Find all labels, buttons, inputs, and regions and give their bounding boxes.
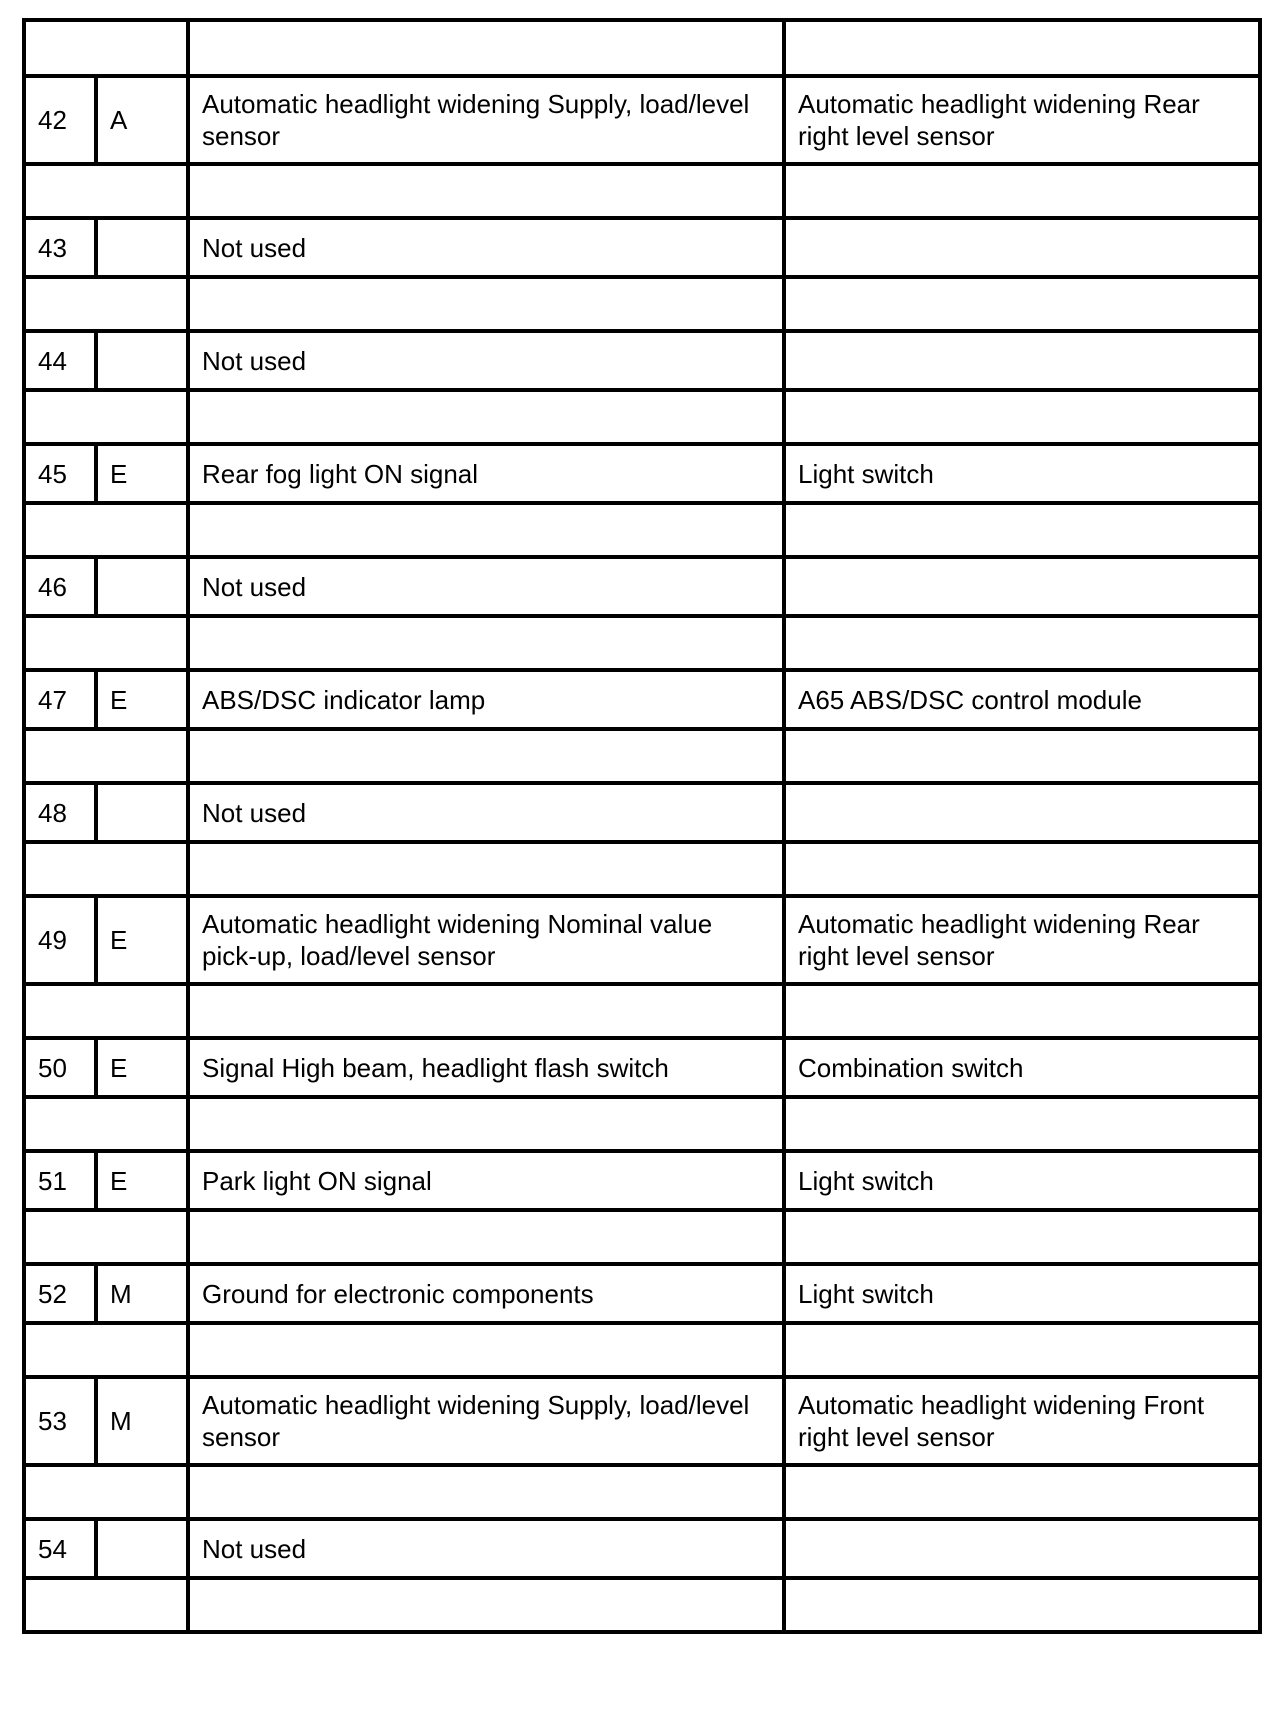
pin-cell: 51 (24, 1151, 96, 1210)
spacer-cell (784, 842, 1260, 896)
spacer-cell (24, 1323, 188, 1377)
table-row (24, 1038, 1260, 1097)
type-cell (96, 1519, 188, 1578)
spacer-cell (24, 984, 188, 1038)
spacer-cell (24, 277, 188, 331)
component-cell (784, 557, 1260, 616)
spacer-cell (24, 503, 188, 557)
table-spacer-row (24, 390, 1260, 444)
table-spacer-row (24, 1465, 1260, 1519)
table-spacer-row (24, 277, 1260, 331)
pin-cell: 43 (24, 218, 96, 277)
spacer-cell (784, 729, 1260, 783)
pin-assignment-page (22, 18, 1258, 1634)
table-body (24, 20, 1260, 1632)
table-top-spacer-row (24, 20, 1260, 76)
type-cell (96, 331, 188, 390)
spacer-cell (24, 1210, 188, 1264)
table-spacer-row (24, 616, 1260, 670)
pin-assignment-table (22, 18, 1262, 1634)
spacer-cell (188, 164, 784, 218)
spacer-cell (188, 1578, 784, 1632)
spacer-cell (24, 20, 188, 76)
type-cell: A (96, 76, 188, 164)
component-cell (784, 331, 1260, 390)
description-cell: Not used (188, 557, 784, 616)
table-spacer-row (24, 842, 1260, 896)
description-cell: Park light ON signal (188, 1151, 784, 1210)
table-spacer-row (24, 1323, 1260, 1377)
type-cell (96, 557, 188, 616)
spacer-cell (24, 164, 188, 218)
component-cell: Automatic headlight widening Rear right level sensor (784, 896, 1260, 984)
spacer-cell (24, 1097, 188, 1151)
table-row (24, 1151, 1260, 1210)
pin-cell: 54 (24, 1519, 96, 1578)
pin-cell: 48 (24, 783, 96, 842)
spacer-cell (784, 1097, 1260, 1151)
description-cell: Automatic headlight widening Supply, load/level sensor (188, 1377, 784, 1465)
spacer-cell (24, 1465, 188, 1519)
table-spacer-row (24, 164, 1260, 218)
spacer-cell (784, 984, 1260, 1038)
pin-cell: 53 (24, 1377, 96, 1465)
component-cell: Automatic headlight widening Front right level sensor (784, 1377, 1260, 1465)
table-spacer-row (24, 503, 1260, 557)
type-cell: E (96, 444, 188, 503)
pin-cell: 47 (24, 670, 96, 729)
table-spacer-row (24, 984, 1260, 1038)
description-cell: Rear fog light ON signal (188, 444, 784, 503)
pin-cell: 49 (24, 896, 96, 984)
table-spacer-row (24, 729, 1260, 783)
table-row (24, 1264, 1260, 1323)
description-cell: Automatic headlight widening Nominal value pick-up, load/level sensor (188, 896, 784, 984)
table-row (24, 557, 1260, 616)
type-cell: E (96, 1038, 188, 1097)
description-cell: Signal High beam, headlight flash switch (188, 1038, 784, 1097)
component-cell (784, 783, 1260, 842)
spacer-cell (188, 277, 784, 331)
table-spacer-row (24, 1097, 1260, 1151)
description-cell: Not used (188, 783, 784, 842)
type-cell: M (96, 1264, 188, 1323)
spacer-cell (24, 842, 188, 896)
spacer-cell (784, 277, 1260, 331)
spacer-cell (188, 1210, 784, 1264)
spacer-cell (784, 1465, 1260, 1519)
description-cell: Automatic headlight widening Supply, load/level sensor (188, 76, 784, 164)
spacer-cell (24, 616, 188, 670)
spacer-cell (784, 616, 1260, 670)
description-cell: Not used (188, 331, 784, 390)
pin-cell: 50 (24, 1038, 96, 1097)
spacer-cell (188, 616, 784, 670)
type-cell: E (96, 896, 188, 984)
spacer-cell (188, 1097, 784, 1151)
spacer-cell (24, 729, 188, 783)
component-cell (784, 1519, 1260, 1578)
spacer-cell (784, 1578, 1260, 1632)
type-cell: M (96, 1377, 188, 1465)
spacer-cell (24, 390, 188, 444)
component-cell (784, 218, 1260, 277)
pin-cell: 45 (24, 444, 96, 503)
component-cell: Light switch (784, 1264, 1260, 1323)
spacer-cell (188, 20, 784, 76)
table-row (24, 1377, 1260, 1465)
spacer-cell (784, 390, 1260, 444)
description-cell: Ground for electronic components (188, 1264, 784, 1323)
description-cell: Not used (188, 1519, 784, 1578)
type-cell (96, 783, 188, 842)
spacer-cell (784, 1210, 1260, 1264)
spacer-cell (188, 729, 784, 783)
pin-cell: 46 (24, 557, 96, 616)
component-cell: Light switch (784, 1151, 1260, 1210)
table-row (24, 444, 1260, 503)
pin-cell: 52 (24, 1264, 96, 1323)
description-cell: ABS/DSC indicator lamp (188, 670, 784, 729)
type-cell: E (96, 670, 188, 729)
table-row (24, 218, 1260, 277)
table-row (24, 896, 1260, 984)
pin-cell: 44 (24, 331, 96, 390)
spacer-cell (188, 842, 784, 896)
table-spacer-row (24, 1210, 1260, 1264)
table-row (24, 1519, 1260, 1578)
description-cell: Not used (188, 218, 784, 277)
component-cell: Automatic headlight widening Rear right level sensor (784, 76, 1260, 164)
table-row (24, 331, 1260, 390)
component-cell: A65 ABS/DSC control module (784, 670, 1260, 729)
spacer-cell (188, 984, 784, 1038)
component-cell: Light switch (784, 444, 1260, 503)
table-row (24, 783, 1260, 842)
spacer-cell (188, 1323, 784, 1377)
pin-cell: 42 (24, 76, 96, 164)
spacer-cell (784, 20, 1260, 76)
table-row (24, 76, 1260, 164)
table-spacer-row (24, 1578, 1260, 1632)
spacer-cell (188, 390, 784, 444)
table-row (24, 670, 1260, 729)
type-cell (96, 218, 188, 277)
spacer-cell (784, 503, 1260, 557)
type-cell: E (96, 1151, 188, 1210)
spacer-cell (188, 1465, 784, 1519)
spacer-cell (784, 1323, 1260, 1377)
spacer-cell (24, 1578, 188, 1632)
spacer-cell (784, 164, 1260, 218)
component-cell: Combination switch (784, 1038, 1260, 1097)
spacer-cell (188, 503, 784, 557)
